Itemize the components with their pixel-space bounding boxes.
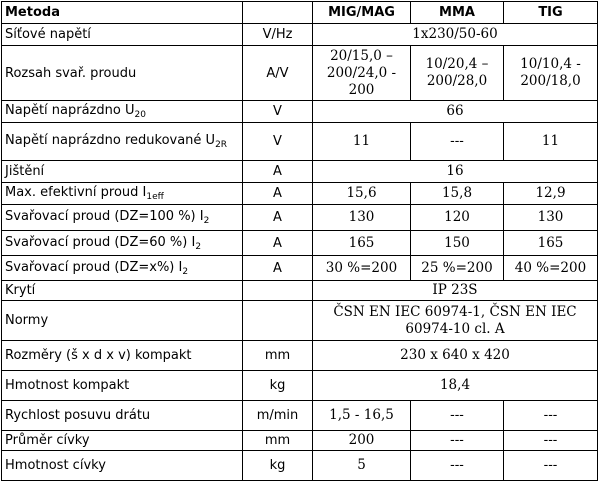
label-dz60-sub: 2 [195,241,202,252]
row-kryti [2,281,598,301]
label-u20-text: Napětí naprázdno U [5,103,135,118]
label-dzx [2,256,243,281]
label-rozmery: Rozměry (š x d x v) kompakt [2,341,243,371]
row-u2r [2,123,598,161]
mig-u2r: 11 [313,123,411,161]
tig-u2r: 11 [504,123,598,161]
unit-prumer: mm [243,431,313,451]
value-hmotnost-kompakt: 18,4 [313,371,598,401]
row-i1eff [2,183,598,205]
mma-hmotnost-civky: --- [411,451,504,481]
unit-rozsah: A/V [243,46,313,101]
unit-normy [243,301,313,341]
row-prumer [2,431,598,451]
row-u20 [2,101,598,123]
tig-prumer: --- [504,431,598,451]
unit-dz100: A [243,205,313,231]
unit-u20: V [243,101,313,123]
label-rychlost: Rychlost posuvu drátu [2,401,243,431]
label-u20 [2,101,243,123]
mma-dzx: 25 %=200 [411,256,504,281]
mig-dz100: 130 [313,205,411,231]
header-mig: MIG/MAG [313,2,411,24]
row-sitove-napeti [2,24,598,46]
row-dzx [2,256,598,281]
header-tig: TIG [504,2,598,24]
mig-dzx: 30 %=200 [313,256,411,281]
unit-jisteni: A [243,161,313,183]
value-normy: ČSN EN IEC 60974-1, ČSN EN IEC 60974-10 cl. A [313,301,598,341]
mma-i1eff: 15,8 [411,183,504,205]
row-rozsah [2,46,598,101]
label-i1eff [2,183,243,205]
tig-rozsah: 10/10,4 - 200/18,0 [504,46,598,101]
mma-rychlost: --- [411,401,504,431]
label-dz60-text: Svařovací proud (DZ=60 %) I [5,234,196,250]
value-u20: 66 [313,101,598,123]
label-dz100-text: Svařovací proud (DZ=100 %) I [5,209,204,224]
label-i1eff-text: Max. efektivní proud I [5,185,147,200]
value-kryti: IP 23S [313,281,598,301]
unit-rychlost: m/min [243,401,313,431]
spec-table [1,1,598,481]
unit-hmotnost-kompakt: kg [243,371,313,401]
header-row [2,2,598,24]
row-rychlost [2,401,598,431]
label-dz100 [2,205,243,231]
label-u2r [2,123,243,161]
mig-dz60: 165 [313,231,411,256]
tig-hmotnost-civky: --- [504,451,598,481]
tig-i1eff: 12,9 [504,183,598,205]
value-jisteni: 16 [313,161,598,183]
tig-dz100: 130 [504,205,598,231]
label-normy: Normy [2,301,243,341]
row-hmotnost-civky [2,451,598,481]
mma-u2r: --- [411,123,504,161]
unit-rozmery: mm [243,341,313,371]
label-dz60 [2,231,243,256]
row-normy [2,301,598,341]
unit-dzx: A [243,256,313,281]
unit-u2r: V [243,123,313,161]
label-kryti: Krytí [2,281,243,301]
tig-dzx: 40 %=200 [504,256,598,281]
label-rozsah: Rozsah svař. proudu [2,46,243,101]
label-dzx-text: Svařovací proud (DZ=x%) I [5,259,183,275]
label-hmotnost-civky: Hmotnost cívky [2,451,243,481]
label-dzx-sub: 2 [182,266,189,277]
value-rozmery: 230 x 640 x 420 [313,341,598,371]
mig-rychlost: 1,5 - 16,5 [313,401,411,431]
mma-dz100: 120 [411,205,504,231]
header-method: Metoda [2,2,243,24]
unit-hmotnost-civky: kg [243,451,313,481]
mma-dz60: 150 [411,231,504,256]
row-dz60 [2,231,598,256]
mig-rozsah: 20/15,0 – 200/24,0 - 200 [313,46,411,101]
mma-rozsah: 10/20,4 – 200/28,0 [411,46,504,101]
label-i1eff-sub: 1eff [146,192,164,202]
mma-prumer: --- [411,431,504,451]
unit-i1eff: A [243,183,313,205]
header-mma: MMA [411,2,504,24]
label-jisteni: Jištění [2,161,243,183]
label-hmotnost-kompakt: Hmotnost kompakt [2,371,243,401]
mig-i1eff: 15,6 [313,183,411,205]
label-u2r-sub: 2R [215,140,228,150]
header-unit-empty [243,2,313,24]
unit-sitove-napeti: V/Hz [243,24,313,46]
label-u20-sub: 20 [134,110,146,120]
label-u2r-text: Napětí naprázdno redukované U [5,133,216,148]
row-jisteni [2,161,598,183]
label-dz100-sub: 2 [203,216,210,226]
tig-dz60: 165 [504,231,598,256]
label-sitove-napeti: Síťové napětí [2,24,243,46]
value-sitove-napeti: 1x230/50-60 [313,24,598,46]
unit-dz60: A [243,231,313,256]
row-dz100 [2,205,598,231]
mig-prumer: 200 [313,431,411,451]
tig-rychlost: --- [504,401,598,431]
label-prumer: Průměr cívky [2,431,243,451]
row-hmotnost-kompakt [2,371,598,401]
mig-hmotnost-civky: 5 [313,451,411,481]
row-rozmery [2,341,598,371]
unit-kryti [243,281,313,301]
